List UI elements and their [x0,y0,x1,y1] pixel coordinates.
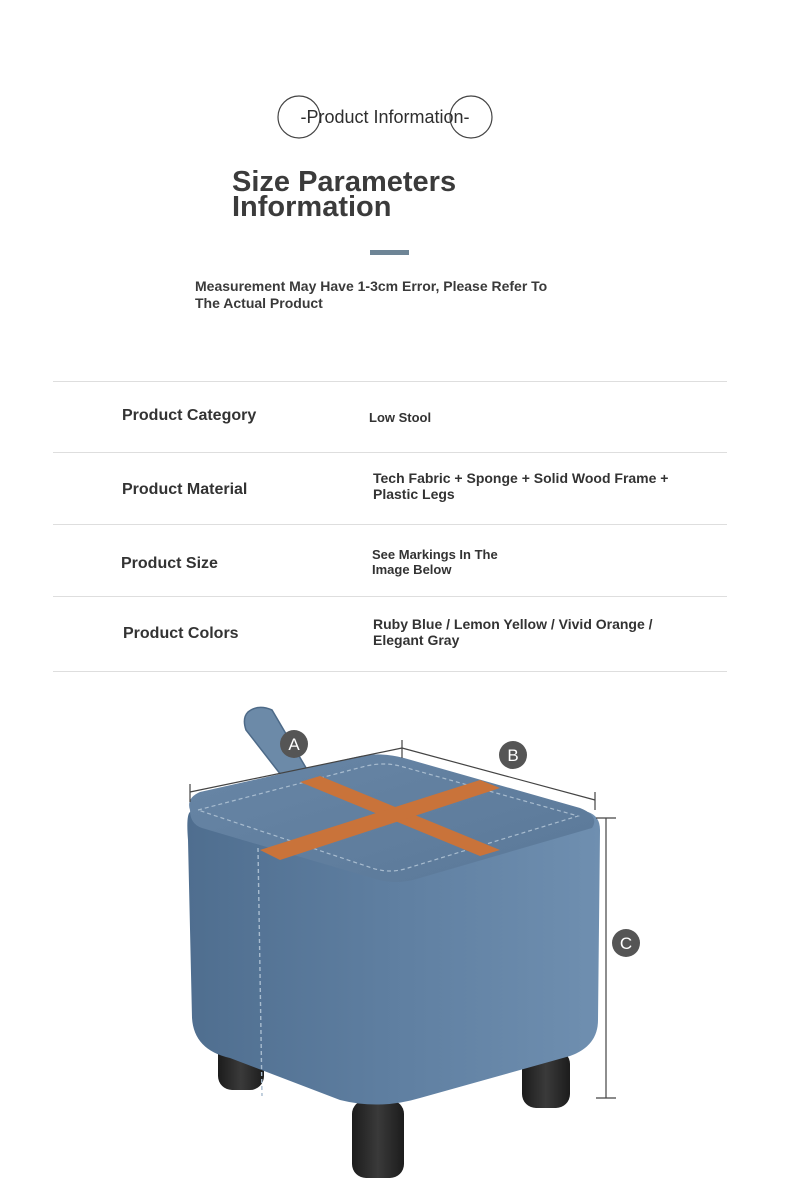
spec-label: Product Material [122,481,248,498]
marker-c-label: C [619,934,633,953]
stool-illustration [160,700,660,1190]
spec-label: Product Size [121,555,218,572]
spec-value: Ruby Blue / Lemon Yellow / Vivid Orange / Elegant Gray [373,616,653,648]
marker-a-label: A [288,735,300,754]
spec-value: Low Stool [369,410,432,425]
spec-row-material [53,452,727,525]
spec-value: Tech Fabric + Sponge + Solid Wood Frame + Plastic Legs [373,470,669,502]
marker-b-label: B [507,746,519,765]
spec-row-size [53,524,727,597]
spec-row-colors [53,596,727,672]
page-title: Size Parameters Information [232,166,457,223]
spec-value: See Markings In The Image Below [372,547,498,577]
stool-leg [352,1100,404,1178]
measurement-notice: Measurement May Have 1-3cm Error, Please Refer To The Actual Product [195,278,548,311]
title-underline [370,250,409,255]
section-label [277,93,493,141]
spec-row-category [53,381,727,453]
spec-label: Product Category [122,407,257,424]
stool-image [160,700,660,1190]
table-bottom-border [53,671,727,672]
section-label-text: -Product Information- [300,107,470,127]
spec-label: Product Colors [123,625,239,642]
